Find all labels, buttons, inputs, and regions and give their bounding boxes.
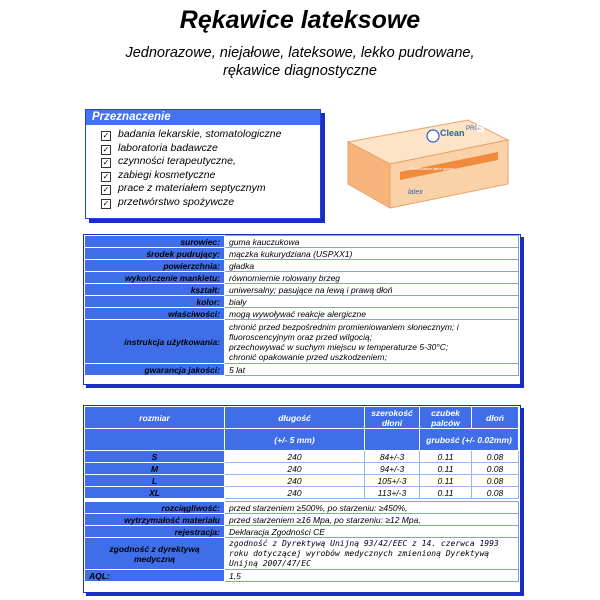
width-cell: 105+/-3 [365, 475, 420, 487]
spec-value: mogą wywoływać reakcje alergiczne [225, 308, 519, 320]
extra-value: zgodność z Dyrektywą Unijną 93/42/EEC z 14. czerwca 1993 roku dotyczącej wyrobów medycznych zmienioną Dyrektywą Unijną 2007/47/EC [225, 538, 519, 570]
table-row [85, 451, 519, 463]
checkbox-icon: ✓ [102, 185, 110, 195]
width-cell: 84+/-3 [365, 451, 420, 463]
table-row [85, 364, 519, 376]
table-row [85, 296, 519, 308]
tip-cell: 0.11 [420, 487, 472, 499]
spec-value: gładka [225, 260, 519, 272]
palm-cell: 0.08 [472, 451, 519, 463]
table-row [85, 236, 519, 248]
subheader-empty [85, 429, 225, 451]
size-cell: L [85, 475, 225, 487]
table-row [85, 538, 519, 570]
sizes-table [84, 406, 519, 582]
table-row [85, 248, 519, 260]
subheader-empty [365, 429, 420, 451]
col-header-palm: dłoń [472, 407, 519, 429]
table-row [85, 320, 519, 364]
page-subtitle [0, 44, 600, 80]
table-row [85, 514, 519, 526]
purpose-item [101, 128, 320, 142]
length-cell: 240 [225, 451, 365, 463]
glove-box-image [338, 112, 516, 212]
spec-label: surowiec: [85, 236, 225, 248]
purpose-item [101, 182, 320, 196]
table-row [85, 284, 519, 296]
box-brand-suffix: PRO [466, 126, 480, 132]
spec-label: kolor: [85, 296, 225, 308]
table-row [85, 526, 519, 538]
spec-value: mączka kukurydziana (USPXX1) [225, 248, 519, 260]
table-row [85, 260, 519, 272]
purpose-item-label: przetwórstwo spożywcze [118, 195, 235, 208]
purpose-item [101, 169, 320, 183]
subtitle-line-1: Jednorazowe, niejałowe, lateksowe, lekko pudrowane, [125, 45, 475, 61]
col-header-length: długość [225, 407, 365, 429]
table-row [85, 502, 519, 514]
purpose-item [101, 155, 320, 169]
spec-label: gwarancja jakości: [85, 364, 225, 376]
size-cell: M [85, 463, 225, 475]
spec-label: kształt: [85, 284, 225, 296]
box-brand: Clean [440, 128, 465, 138]
tip-cell: 0.11 [420, 475, 472, 487]
box-label: latex [408, 189, 423, 196]
extra-value: Deklaracja Zgodności CE [225, 526, 519, 538]
spec-value [225, 320, 519, 364]
specs-table [84, 235, 519, 376]
table-row [85, 487, 519, 499]
purpose-panel [85, 109, 321, 219]
purpose-item-label: czynności terapeutyczne, [118, 155, 236, 168]
extra-label: rejestracja: [85, 526, 225, 538]
extra-value: przed starzeniem ≥500%, po starzeniu: ≥450%, [225, 502, 519, 514]
spec-label: środek pudrujący: [85, 248, 225, 260]
spec-value-line: chronić opakowanie przed uszkodzeniem; [229, 351, 387, 362]
palm-cell: 0.08 [472, 463, 519, 475]
spec-value: guma kauczukowa [225, 236, 519, 248]
page-title: Rękawice lateksowe [179, 6, 421, 34]
purpose-list [86, 128, 320, 210]
table-row [85, 570, 519, 582]
spec-label: wykończenie mankietu: [85, 272, 225, 284]
table-row [85, 475, 519, 487]
spec-value: 5 lat [225, 364, 519, 376]
extra-label: wytrzymałość materiału [85, 514, 225, 526]
length-cell: 240 [225, 463, 365, 475]
checkbox-icon: ✓ [102, 131, 110, 140]
extra-value: 1,5 [225, 570, 519, 582]
purpose-header: Przeznaczenie [86, 110, 320, 125]
tip-cell: 0.11 [420, 451, 472, 463]
table-header-row [85, 407, 519, 429]
tip-cell: 0.11 [420, 463, 472, 475]
spec-value-line: przechowywać w suchym miejscu w temperaturze 5-30°C; [229, 341, 449, 352]
spec-label: powierzchnia: [85, 260, 225, 272]
subheader-length-tolerance: (+/- 5 mm) [225, 429, 365, 451]
extra-label: AQL: [85, 570, 225, 582]
purpose-item [101, 142, 320, 156]
table-subheader-row [85, 429, 519, 451]
width-cell: 94+/-3 [365, 463, 420, 475]
checkbox-icon: ✓ [102, 171, 110, 181]
extra-label: zgodność z dyrektywą medyczną [85, 538, 225, 570]
checkbox-icon: ✓ [102, 198, 110, 208]
purpose-item-label: badania lekarskie, stomatologiczne [118, 128, 282, 140]
box-size: S [476, 120, 485, 135]
length-cell: 240 [225, 475, 365, 487]
size-cell: S [85, 451, 225, 463]
col-header-width: szerokość dłoni [365, 407, 420, 429]
spec-value: uniwersalny; pasujące na lewą i prawą dłoń [225, 284, 519, 296]
spec-value: biały [225, 296, 519, 308]
col-header-tip: czubek palców [420, 407, 472, 429]
col-header-size: rozmiar [85, 407, 225, 429]
spec-label: właściwości: [85, 308, 225, 320]
table-row [85, 272, 519, 284]
purpose-item-label: zabiegi kosmetyczne [118, 168, 216, 181]
purpose-item-label: laboratoria badawcze [118, 141, 218, 154]
subtitle-line-2: rękawice diagnostyczne [223, 63, 377, 79]
extra-label: rozciągliwość: [85, 502, 225, 514]
subheader-thickness: grubość (+/- 0.02mm) [420, 429, 519, 451]
palm-cell: 0.08 [472, 487, 519, 499]
purpose-item-label: prace z materiałem septycznym [118, 182, 266, 195]
table-row [85, 463, 519, 475]
spec-value: równomiernie rolowany brzeg [225, 272, 519, 284]
width-cell: 113+/-3 [365, 487, 420, 499]
palm-cell: 0.08 [472, 475, 519, 487]
box-strip: Examination latex gloves [410, 166, 455, 171]
checkbox-icon: ✓ [102, 144, 110, 154]
spec-label: instrukcja użytkowania: [85, 320, 225, 364]
extra-value: przed starzeniem ≥16 Mpa, po starzeniu: ≥12 Mpa, [225, 514, 519, 526]
spec-value-line: chronić przed bezpośrednim promieniowaniem słonecznym; i fluoroscencyjnym oraz przed wilgocią; [229, 321, 459, 342]
table-row [85, 308, 519, 320]
length-cell: 240 [225, 487, 365, 499]
purpose-item [101, 196, 320, 210]
checkbox-icon: ✓ [102, 158, 110, 168]
size-cell: XL [85, 487, 225, 499]
